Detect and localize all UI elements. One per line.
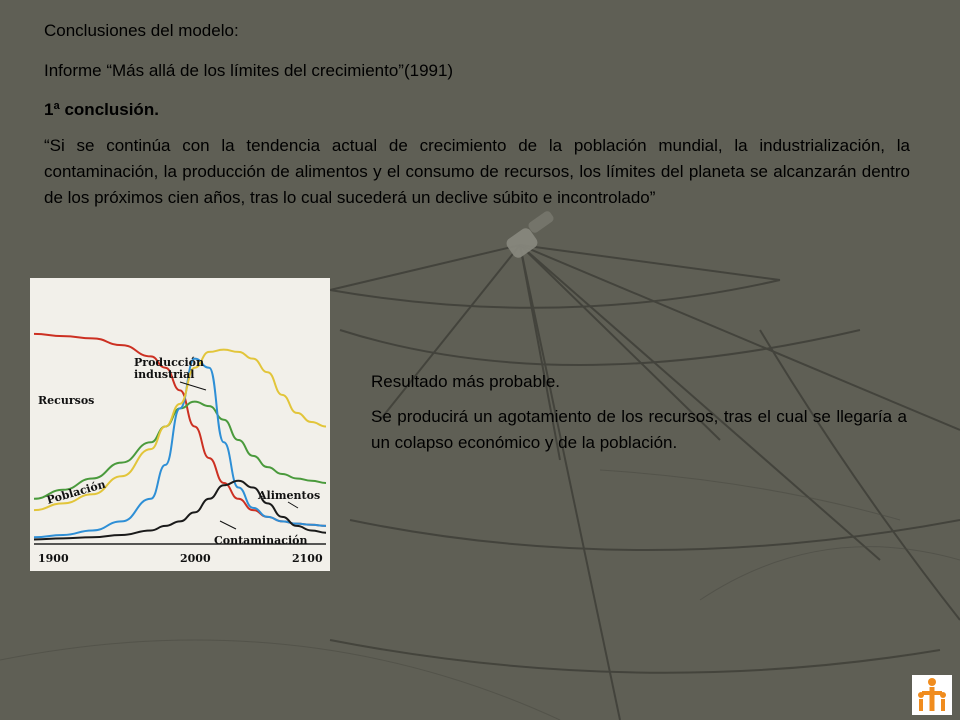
limits-to-growth-chart — [30, 278, 330, 571]
series-label-0: Producción industrial — [134, 356, 205, 381]
series-label-2: Población — [45, 477, 108, 507]
slide-heading: Conclusiones del modelo: — [44, 21, 239, 40]
result-title: Resultado más probable. — [371, 372, 561, 391]
series-label-3: Alimentos — [258, 489, 321, 502]
x-tick-label-1: 2000 — [180, 552, 211, 565]
series-label-1: Recursos — [38, 394, 95, 407]
result-body: Se producirá un agotamiento de los recursos, tras el cual se llegaría a un colapso económico y de la población. — [371, 407, 907, 452]
series-label-4: Contaminación — [214, 534, 308, 547]
x-tick-label-2: 2100 — [292, 552, 323, 565]
conclusion-quote: “Si se continúa con la tendencia actual de crecimiento de la población mundial, la industrialización, la contaminación, la producción de alimentos y el consumo de recursos, los límites del planeta se alcanzarán dentro de los próximos cien años, tras lo cual sucederá un declive súbito e incontrolado” — [44, 136, 910, 207]
conclusion-label: 1ª conclusión. — [44, 100, 159, 119]
x-tick-label-0: 1900 — [38, 552, 69, 565]
chart-svg — [30, 278, 330, 571]
report-title: Informe “Más allá de los límites del crecimiento”(1991) — [44, 61, 454, 80]
chart-background — [30, 278, 330, 571]
family-logo-icon[interactable] — [912, 675, 952, 715]
